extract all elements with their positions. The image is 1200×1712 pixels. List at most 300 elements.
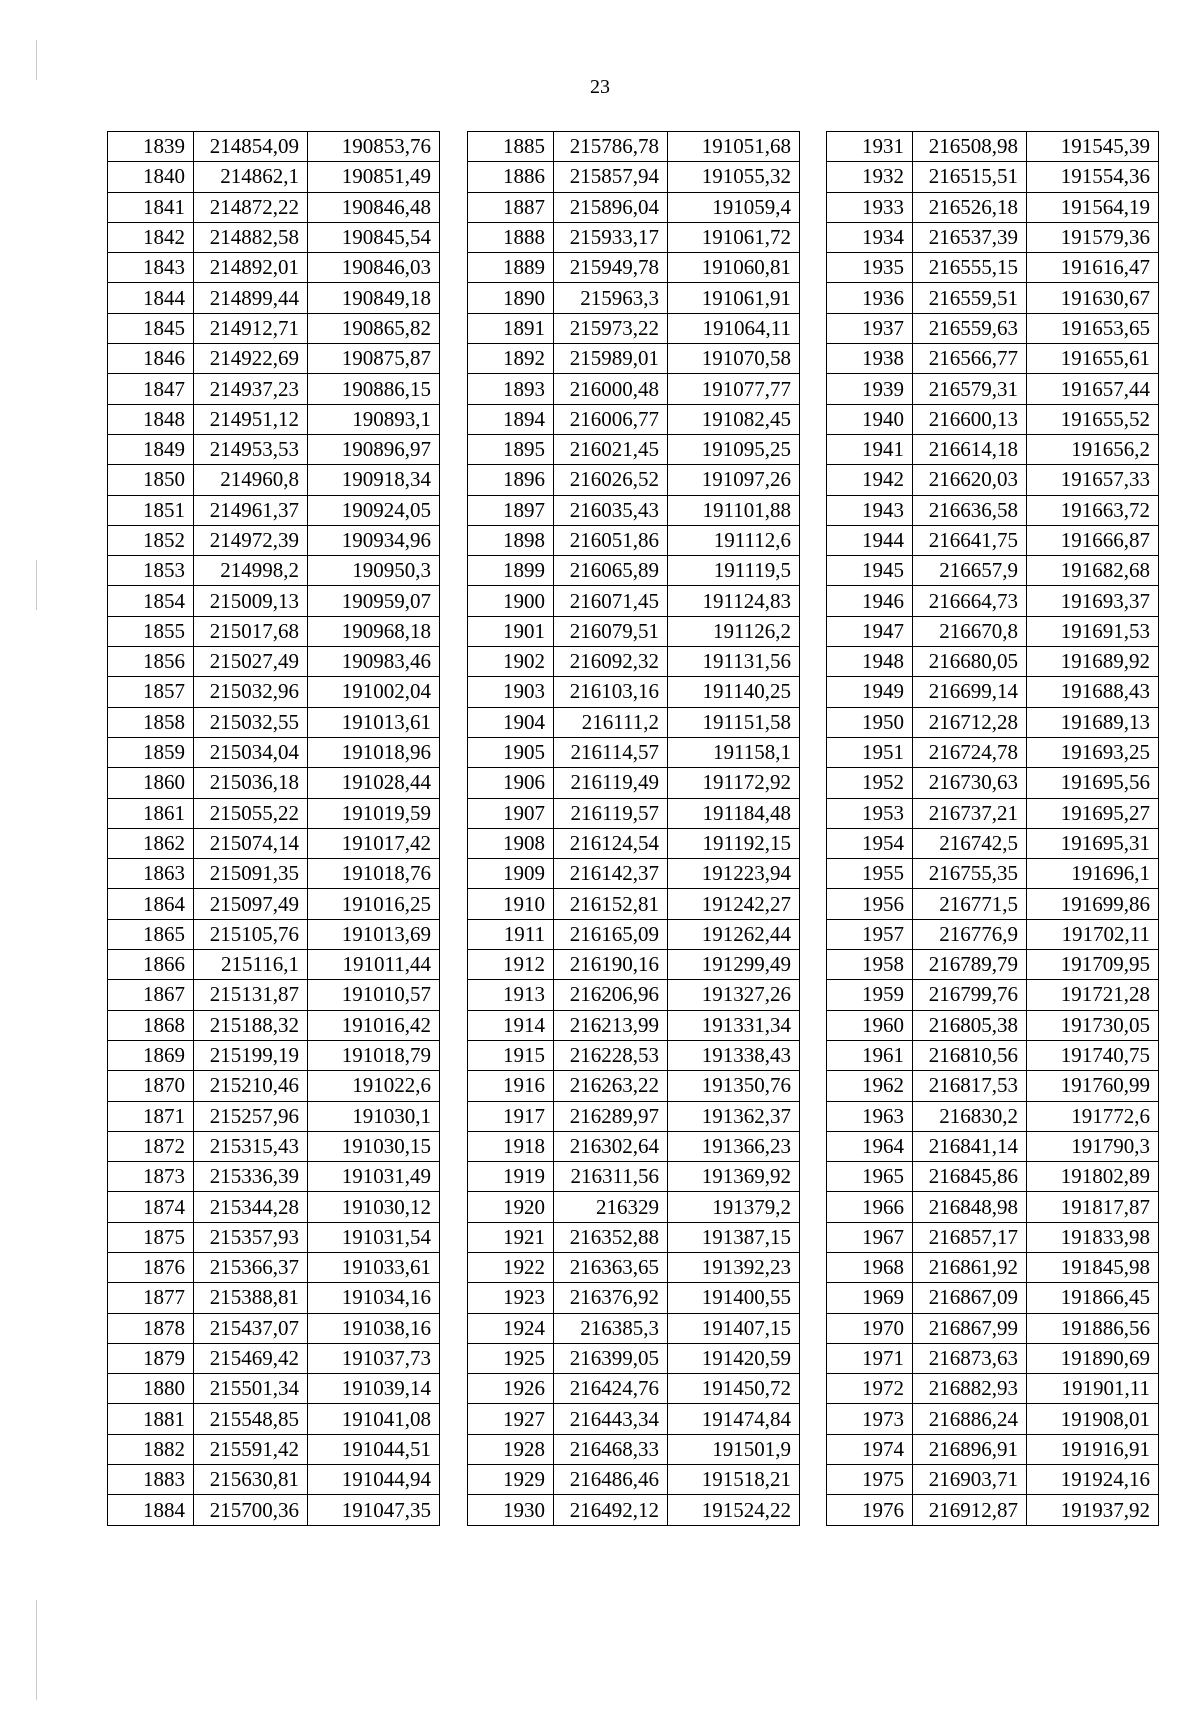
y-coordinate-cell: 191151,58 (668, 707, 800, 737)
table-row (827, 737, 1159, 767)
point-number-cell: 1883 (108, 1465, 194, 1495)
y-coordinate-cell: 191013,61 (308, 707, 440, 737)
x-coordinate-cell: 215344,28 (194, 1192, 308, 1222)
y-coordinate-cell: 191061,72 (668, 222, 800, 252)
point-number-cell: 1932 (827, 162, 913, 192)
y-coordinate-cell: 190846,03 (308, 253, 440, 283)
y-coordinate-cell: 190875,87 (308, 344, 440, 374)
table-row (468, 737, 800, 767)
point-number-cell: 1841 (108, 192, 194, 222)
table-row (468, 1374, 800, 1404)
x-coordinate-cell: 216114,57 (554, 737, 668, 767)
y-coordinate-cell: 191901,11 (1027, 1374, 1159, 1404)
point-number-cell: 1909 (468, 859, 554, 889)
y-coordinate-cell: 191802,89 (1027, 1162, 1159, 1192)
point-number-cell: 1934 (827, 222, 913, 252)
table-row (108, 1040, 440, 1070)
x-coordinate-cell: 216079,51 (554, 616, 668, 646)
table-row (108, 1434, 440, 1464)
table-row (468, 222, 800, 252)
x-coordinate-cell: 216771,5 (913, 889, 1027, 919)
x-coordinate-cell: 216857,17 (913, 1222, 1027, 1252)
y-coordinate-cell: 191518,21 (668, 1465, 800, 1495)
y-coordinate-cell: 191760,99 (1027, 1071, 1159, 1101)
table-row (108, 707, 440, 737)
table-row (827, 677, 1159, 707)
point-number-cell: 1898 (468, 525, 554, 555)
y-coordinate-cell: 191890,69 (1027, 1343, 1159, 1373)
y-coordinate-cell: 191031,54 (308, 1222, 440, 1252)
x-coordinate-cell: 216886,24 (913, 1404, 1027, 1434)
point-number-cell: 1844 (108, 283, 194, 313)
table-row (468, 1040, 800, 1070)
y-coordinate-cell: 191866,45 (1027, 1283, 1159, 1313)
x-coordinate-cell: 215336,39 (194, 1162, 308, 1192)
x-coordinate-cell: 216620,03 (913, 465, 1027, 495)
x-coordinate-cell: 215933,17 (554, 222, 668, 252)
point-number-cell: 1884 (108, 1495, 194, 1525)
y-coordinate-cell: 191192,15 (668, 828, 800, 858)
table-row (827, 707, 1159, 737)
point-number-cell: 1906 (468, 768, 554, 798)
x-coordinate-cell: 216329 (554, 1192, 668, 1222)
y-coordinate-cell: 190846,48 (308, 192, 440, 222)
point-number-cell: 1954 (827, 828, 913, 858)
x-coordinate-cell: 216799,76 (913, 980, 1027, 1010)
y-coordinate-cell: 191350,76 (668, 1071, 800, 1101)
coordinates-table-2 (467, 131, 800, 1526)
x-coordinate-cell: 216142,37 (554, 859, 668, 889)
y-coordinate-cell: 191362,37 (668, 1101, 800, 1131)
x-coordinate-cell: 216699,14 (913, 677, 1027, 707)
x-coordinate-cell: 215989,01 (554, 344, 668, 374)
table-row (468, 1283, 800, 1313)
point-number-cell: 1914 (468, 1010, 554, 1040)
y-coordinate-cell: 191070,58 (668, 344, 800, 374)
y-coordinate-cell: 191002,04 (308, 677, 440, 707)
point-number-cell: 1882 (108, 1434, 194, 1464)
table-row (468, 1010, 800, 1040)
point-number-cell: 1955 (827, 859, 913, 889)
point-number-cell: 1895 (468, 434, 554, 464)
x-coordinate-cell: 216559,51 (913, 283, 1027, 313)
x-coordinate-cell: 216830,2 (913, 1101, 1027, 1131)
table-row (468, 313, 800, 343)
x-coordinate-cell: 215027,49 (194, 647, 308, 677)
point-number-cell: 1894 (468, 404, 554, 434)
table-row (827, 919, 1159, 949)
point-number-cell: 1904 (468, 707, 554, 737)
x-coordinate-cell: 216867,09 (913, 1283, 1027, 1313)
x-coordinate-cell: 216848,98 (913, 1192, 1027, 1222)
x-coordinate-cell: 214922,69 (194, 344, 308, 374)
point-number-cell: 1907 (468, 798, 554, 828)
point-number-cell: 1927 (468, 1404, 554, 1434)
point-number-cell: 1886 (468, 162, 554, 192)
point-number-cell: 1918 (468, 1131, 554, 1161)
x-coordinate-cell: 216515,51 (913, 162, 1027, 192)
table-row (827, 1434, 1159, 1464)
table-row (108, 1222, 440, 1252)
table-row (108, 283, 440, 313)
y-coordinate-cell: 191663,72 (1027, 495, 1159, 525)
point-number-cell: 1849 (108, 434, 194, 464)
point-number-cell: 1850 (108, 465, 194, 495)
y-coordinate-cell: 191655,52 (1027, 404, 1159, 434)
table-row (108, 374, 440, 404)
y-coordinate-cell: 191018,79 (308, 1040, 440, 1070)
x-coordinate-cell: 215963,3 (554, 283, 668, 313)
point-number-cell: 1851 (108, 495, 194, 525)
x-coordinate-cell: 216071,45 (554, 586, 668, 616)
y-coordinate-cell: 190968,18 (308, 616, 440, 646)
page-number: 23 (590, 76, 610, 98)
point-number-cell: 1874 (108, 1192, 194, 1222)
y-coordinate-cell: 191031,49 (308, 1162, 440, 1192)
x-coordinate-cell: 215366,37 (194, 1252, 308, 1282)
y-coordinate-cell: 191695,31 (1027, 828, 1159, 858)
point-number-cell: 1892 (468, 344, 554, 374)
x-coordinate-cell: 216810,56 (913, 1040, 1027, 1070)
table-row (468, 828, 800, 858)
table-row (468, 253, 800, 283)
y-coordinate-cell: 191055,32 (668, 162, 800, 192)
y-coordinate-cell: 190896,97 (308, 434, 440, 464)
point-number-cell: 1953 (827, 798, 913, 828)
point-number-cell: 1930 (468, 1495, 554, 1525)
table-row (827, 344, 1159, 374)
y-coordinate-cell: 191158,1 (668, 737, 800, 767)
x-coordinate-cell: 214912,71 (194, 313, 308, 343)
x-coordinate-cell: 214892,01 (194, 253, 308, 283)
point-number-cell: 1948 (827, 647, 913, 677)
point-number-cell: 1941 (827, 434, 913, 464)
margin-mark (36, 1600, 37, 1700)
table-row (468, 919, 800, 949)
point-number-cell: 1975 (827, 1465, 913, 1495)
point-number-cell: 1916 (468, 1071, 554, 1101)
y-coordinate-cell: 191101,88 (668, 495, 800, 525)
point-number-cell: 1867 (108, 980, 194, 1010)
y-coordinate-cell: 191112,6 (668, 525, 800, 555)
point-number-cell: 1842 (108, 222, 194, 252)
x-coordinate-cell: 216119,49 (554, 768, 668, 798)
x-coordinate-cell: 215548,85 (194, 1404, 308, 1434)
table-row (108, 404, 440, 434)
y-coordinate-cell: 191579,36 (1027, 222, 1159, 252)
point-number-cell: 1931 (827, 132, 913, 162)
x-coordinate-cell: 216614,18 (913, 434, 1027, 464)
table-row (108, 616, 440, 646)
point-number-cell: 1973 (827, 1404, 913, 1434)
y-coordinate-cell: 191379,2 (668, 1192, 800, 1222)
point-number-cell: 1845 (108, 313, 194, 343)
table-row (468, 1222, 800, 1252)
table-row (827, 1374, 1159, 1404)
y-coordinate-cell: 191059,4 (668, 192, 800, 222)
y-coordinate-cell: 190849,18 (308, 283, 440, 313)
y-coordinate-cell: 191126,2 (668, 616, 800, 646)
x-coordinate-cell: 216165,09 (554, 919, 668, 949)
x-coordinate-cell: 215388,81 (194, 1283, 308, 1313)
x-coordinate-cell: 216468,33 (554, 1434, 668, 1464)
point-number-cell: 1840 (108, 162, 194, 192)
x-coordinate-cell: 215257,96 (194, 1101, 308, 1131)
y-coordinate-cell: 191790,3 (1027, 1131, 1159, 1161)
point-number-cell: 1881 (108, 1404, 194, 1434)
y-coordinate-cell: 191223,94 (668, 859, 800, 889)
point-number-cell: 1863 (108, 859, 194, 889)
y-coordinate-cell: 191047,35 (308, 1495, 440, 1525)
x-coordinate-cell: 215055,22 (194, 798, 308, 828)
x-coordinate-cell: 216289,97 (554, 1101, 668, 1131)
point-number-cell: 1853 (108, 556, 194, 586)
table-row (108, 556, 440, 586)
table-row (468, 768, 800, 798)
table-row (827, 1404, 1159, 1434)
point-number-cell: 1847 (108, 374, 194, 404)
table-row (468, 434, 800, 464)
table-row (827, 434, 1159, 464)
y-coordinate-cell: 191730,05 (1027, 1010, 1159, 1040)
y-coordinate-cell: 191545,39 (1027, 132, 1159, 162)
point-number-cell: 1876 (108, 1252, 194, 1282)
table-row (468, 586, 800, 616)
table-row (468, 616, 800, 646)
x-coordinate-cell: 214862,1 (194, 162, 308, 192)
table-row (108, 162, 440, 192)
margin-mark (36, 40, 37, 80)
point-number-cell: 1858 (108, 707, 194, 737)
table-row (827, 313, 1159, 343)
y-coordinate-cell: 191030,12 (308, 1192, 440, 1222)
table-row (827, 162, 1159, 192)
point-number-cell: 1871 (108, 1101, 194, 1131)
table-row (108, 253, 440, 283)
table-row (827, 1222, 1159, 1252)
table-row (827, 1465, 1159, 1495)
table-row (827, 859, 1159, 889)
table-row (108, 919, 440, 949)
table-row (827, 404, 1159, 434)
table-row (108, 1283, 440, 1313)
y-coordinate-cell: 191916,91 (1027, 1434, 1159, 1464)
table-row (108, 1131, 440, 1161)
table-row (108, 1162, 440, 1192)
table-row (827, 222, 1159, 252)
table-row (827, 647, 1159, 677)
table-row (108, 1192, 440, 1222)
point-number-cell: 1896 (468, 465, 554, 495)
x-coordinate-cell: 216912,87 (913, 1495, 1027, 1525)
point-number-cell: 1963 (827, 1101, 913, 1131)
y-coordinate-cell: 191039,14 (308, 1374, 440, 1404)
table-row (468, 677, 800, 707)
table-row (827, 1131, 1159, 1161)
y-coordinate-cell: 191131,56 (668, 647, 800, 677)
table-row (468, 344, 800, 374)
table-row (468, 889, 800, 919)
table-row (827, 768, 1159, 798)
table-row (827, 132, 1159, 162)
y-coordinate-cell: 190851,49 (308, 162, 440, 192)
x-coordinate-cell: 216492,12 (554, 1495, 668, 1525)
table-row (827, 828, 1159, 858)
table-row (468, 283, 800, 313)
y-coordinate-cell: 191064,11 (668, 313, 800, 343)
x-coordinate-cell: 216311,56 (554, 1162, 668, 1192)
table-row (827, 1162, 1159, 1192)
point-number-cell: 1970 (827, 1313, 913, 1343)
x-coordinate-cell: 214854,09 (194, 132, 308, 162)
x-coordinate-cell: 216867,99 (913, 1313, 1027, 1343)
y-coordinate-cell: 191028,44 (308, 768, 440, 798)
y-coordinate-cell: 191034,16 (308, 1283, 440, 1313)
x-coordinate-cell: 215437,07 (194, 1313, 308, 1343)
table-row (827, 1101, 1159, 1131)
table-row (468, 1343, 800, 1373)
y-coordinate-cell: 191030,15 (308, 1131, 440, 1161)
x-coordinate-cell: 216302,64 (554, 1131, 668, 1161)
table-row (827, 1040, 1159, 1070)
x-coordinate-cell: 214882,58 (194, 222, 308, 252)
y-coordinate-cell: 191242,27 (668, 889, 800, 919)
table-row (108, 737, 440, 767)
table-row (827, 950, 1159, 980)
y-coordinate-cell: 191689,92 (1027, 647, 1159, 677)
point-number-cell: 1928 (468, 1434, 554, 1464)
point-number-cell: 1912 (468, 950, 554, 980)
table-row (468, 1252, 800, 1282)
y-coordinate-cell: 191693,37 (1027, 586, 1159, 616)
table-row (827, 525, 1159, 555)
y-coordinate-cell: 191400,55 (668, 1283, 800, 1313)
x-coordinate-cell: 216263,22 (554, 1071, 668, 1101)
table-row (468, 980, 800, 1010)
y-coordinate-cell: 191051,68 (668, 132, 800, 162)
point-number-cell: 1936 (827, 283, 913, 313)
table-row (108, 495, 440, 525)
table-row (108, 768, 440, 798)
point-number-cell: 1902 (468, 647, 554, 677)
y-coordinate-cell: 191702,11 (1027, 919, 1159, 949)
margin-mark (36, 560, 37, 610)
y-coordinate-cell: 191010,57 (308, 980, 440, 1010)
x-coordinate-cell: 215501,34 (194, 1374, 308, 1404)
point-number-cell: 1859 (108, 737, 194, 767)
y-coordinate-cell: 191695,27 (1027, 798, 1159, 828)
y-coordinate-cell: 191695,56 (1027, 768, 1159, 798)
table-row (468, 1131, 800, 1161)
point-number-cell: 1917 (468, 1101, 554, 1131)
table-row (827, 889, 1159, 919)
y-coordinate-cell: 190959,07 (308, 586, 440, 616)
point-number-cell: 1922 (468, 1252, 554, 1282)
point-number-cell: 1848 (108, 404, 194, 434)
table-row (827, 283, 1159, 313)
x-coordinate-cell: 216724,78 (913, 737, 1027, 767)
y-coordinate-cell: 190983,46 (308, 647, 440, 677)
x-coordinate-cell: 216026,52 (554, 465, 668, 495)
point-number-cell: 1911 (468, 919, 554, 949)
x-coordinate-cell: 216399,05 (554, 1343, 668, 1373)
y-coordinate-cell: 191616,47 (1027, 253, 1159, 283)
x-coordinate-cell: 214872,22 (194, 192, 308, 222)
x-coordinate-cell: 216861,92 (913, 1252, 1027, 1282)
table-row (827, 495, 1159, 525)
table-row (468, 1495, 800, 1525)
y-coordinate-cell: 191689,13 (1027, 707, 1159, 737)
x-coordinate-cell: 215116,1 (194, 950, 308, 980)
x-coordinate-cell: 216845,86 (913, 1162, 1027, 1192)
table-row (108, 313, 440, 343)
y-coordinate-cell: 191501,9 (668, 1434, 800, 1464)
x-coordinate-cell: 214998,2 (194, 556, 308, 586)
y-coordinate-cell: 191693,25 (1027, 737, 1159, 767)
table-row (827, 1343, 1159, 1373)
table-row (108, 889, 440, 919)
point-number-cell: 1903 (468, 677, 554, 707)
table-row (108, 344, 440, 374)
y-coordinate-cell: 191013,69 (308, 919, 440, 949)
y-coordinate-cell: 191564,19 (1027, 192, 1159, 222)
table-row (468, 132, 800, 162)
x-coordinate-cell: 216152,81 (554, 889, 668, 919)
table-row (108, 525, 440, 555)
x-coordinate-cell: 216190,16 (554, 950, 668, 980)
table-row (108, 1313, 440, 1343)
y-coordinate-cell: 191018,76 (308, 859, 440, 889)
table-row (108, 1465, 440, 1495)
x-coordinate-cell: 216579,31 (913, 374, 1027, 404)
point-number-cell: 1945 (827, 556, 913, 586)
y-coordinate-cell: 191018,96 (308, 737, 440, 767)
table-row (468, 525, 800, 555)
x-coordinate-cell: 216882,93 (913, 1374, 1027, 1404)
table-row (468, 1434, 800, 1464)
y-coordinate-cell: 191937,92 (1027, 1495, 1159, 1525)
table-row (827, 1313, 1159, 1343)
table-row (468, 1404, 800, 1434)
x-coordinate-cell: 216903,71 (913, 1465, 1027, 1495)
y-coordinate-cell: 190853,76 (308, 132, 440, 162)
point-number-cell: 1897 (468, 495, 554, 525)
x-coordinate-cell: 216124,54 (554, 828, 668, 858)
y-coordinate-cell: 191420,59 (668, 1343, 800, 1373)
table-row (468, 495, 800, 525)
point-number-cell: 1946 (827, 586, 913, 616)
point-number-cell: 1888 (468, 222, 554, 252)
point-number-cell: 1913 (468, 980, 554, 1010)
x-coordinate-cell: 216526,18 (913, 192, 1027, 222)
table-row (108, 1010, 440, 1040)
point-number-cell: 1959 (827, 980, 913, 1010)
y-coordinate-cell: 191017,42 (308, 828, 440, 858)
point-number-cell: 1971 (827, 1343, 913, 1373)
table-row (108, 1101, 440, 1131)
table-row (108, 677, 440, 707)
table-row (827, 1192, 1159, 1222)
point-number-cell: 1885 (468, 132, 554, 162)
point-number-cell: 1839 (108, 132, 194, 162)
table-row (108, 950, 440, 980)
table-row (827, 586, 1159, 616)
x-coordinate-cell: 214937,23 (194, 374, 308, 404)
point-number-cell: 1880 (108, 1374, 194, 1404)
point-number-cell: 1866 (108, 950, 194, 980)
x-coordinate-cell: 216641,75 (913, 525, 1027, 555)
x-coordinate-cell: 216817,53 (913, 1071, 1027, 1101)
